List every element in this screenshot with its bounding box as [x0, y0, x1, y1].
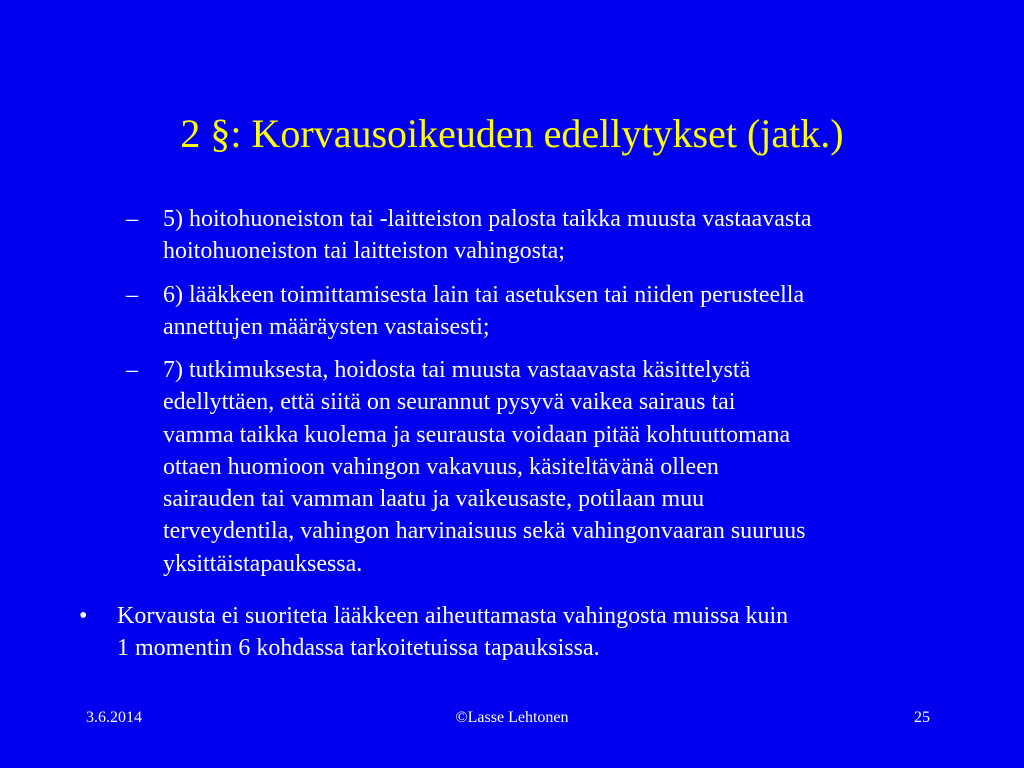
- sub-item-5: [126, 203, 946, 268]
- dash-marker: –: [126, 282, 138, 308]
- sub-item-text: [163, 279, 946, 344]
- dash-marker: –: [126, 206, 138, 232]
- sub-item-text: [163, 203, 946, 268]
- slide-title: 2 §: Korvausoikeuden edellytykset (jatk.): [180, 111, 844, 156]
- text-line: terveydentila, vahingon harvinaisuus sekä vahingonvaaran suuruus: [163, 518, 806, 545]
- text-line: vamma taikka kuolema ja seurausta voidaan pitää kohtuuttomana: [163, 421, 791, 448]
- text-line: yksittäistapauksessa.: [163, 550, 363, 577]
- text-line: 6) lääkkeen toimittamisesta lain tai asetuksen tai niiden perusteella: [163, 282, 805, 308]
- bullet-marker: •: [79, 603, 88, 629]
- sub-item-6: [126, 279, 946, 344]
- text-line: 5) hoitohuoneiston tai -laitteiston palosta taikka muusta vastaavasta: [163, 206, 812, 232]
- sub-item-7: [126, 354, 946, 580]
- dash-marker: –: [126, 357, 138, 383]
- text-line: edellyttäen, että siitä on seurannut pysyvä vaikea sairaus tai: [163, 389, 736, 416]
- text-line: sairauden tai vamman laatu ja vaikeusaste, potilaan muu: [163, 486, 705, 513]
- footer-date: 3.6.2014: [86, 709, 142, 726]
- text-line: hoitohuoneiston tai laitteiston vahingosta;: [163, 238, 565, 265]
- bullet-text: [117, 600, 945, 665]
- slide-number: 25: [914, 709, 930, 726]
- sub-item-text: [163, 354, 946, 580]
- text-line: ottaen huomioon vahingon vakavuus, käsiteltävänä olleen: [163, 453, 719, 480]
- text-line: 1 momentin 6 kohdassa tarkoitetuissa tapauksissa.: [117, 635, 600, 662]
- text-line: Korvausta ei suoriteta lääkkeen aiheuttamasta vahingosta muissa kuin: [117, 603, 789, 629]
- text-line: annettujen määräysten vastaisesti;: [163, 314, 490, 341]
- footer-author: ©Lasse Lehtonen: [455, 709, 569, 726]
- bullet-item: [75, 600, 945, 665]
- text-line: 7) tutkimuksesta, hoidosta tai muusta vastaavasta käsittelystä: [163, 357, 751, 383]
